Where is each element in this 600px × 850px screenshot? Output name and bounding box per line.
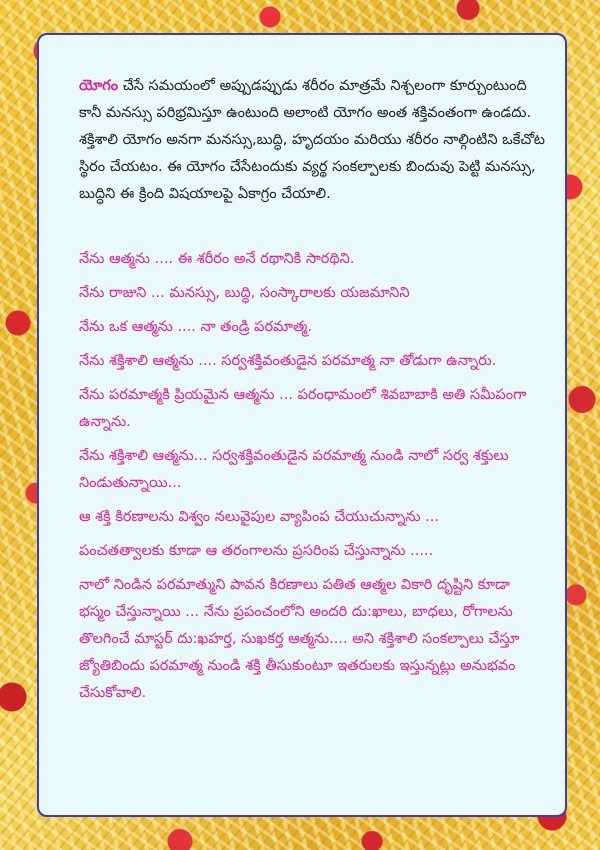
intro-text: చేసే సమయంలో అప్పుడప్పుడు శరీరం మాత్రమే నిశ్చలంగా కూర్చుంటుంది కానీ మనస్సు పరిభ్రమిస్తూ ఉంటుంది అలాంటి యోగం అంత శక్తివంతంగా ఉండదు. శక్తిశాలి యోగం అనగా మనస్సు,బుద్ధి, హృదయం మరియు శరీరం నాల్గింటిని ఒకేచోట స్థిరం చేయటం. ఈ యోగం చేసేటందుకు వ్యర్థ సంకల్పాలకు బిందువు పెట్టి మనస్సు, బుద్ధిని ఈ క్రింది విషయాలపై ఏకాగ్రం చేయాలి. bbox=[79, 78, 545, 202]
content-card bbox=[37, 33, 567, 817]
affirmation-item: పంచతత్వాలకు కూడా ఆ తరంగాలను ప్రసరింప చేస్తున్నాను ..... bbox=[79, 543, 434, 559]
affirmation-item: నేను రాజుని ... మనస్సు, బుద్ధి, సంస్కారాలకు యజమానిని bbox=[79, 285, 410, 301]
affirmation-item: నేను శక్తిశాలి ఆత్మను... సర్వశక్తివంతుడైన పరమాత్మ నుండి నాలో సర్వ శక్తులు నిండుతున్నాయి... bbox=[79, 448, 509, 491]
affirmation-item: నేను పరమాత్మకి ప్రియమైన ఆత్మను ... పరంధామంలో శివబాబాకి అతి సమీపంగా ఉన్నాను. bbox=[79, 387, 527, 430]
affirmation-item: నేను ఒక ఆత్మను .... నా తండ్రి పరమాత్మ. bbox=[79, 319, 312, 335]
affirmation-item: ఆ శక్తి కిరణాలను విశ్వం నలువైపుల వ్యాపింప చేయుచున్నాను ... bbox=[79, 509, 439, 525]
intro-paragraph bbox=[79, 73, 545, 208]
affirmation-list bbox=[79, 246, 545, 707]
affirmation-item: నాలో నిండిన పరమాత్ముని పావన కిరణాలు పతిత ఆత్మల వికారి దృష్టిని కూడా భస్మం చేస్తున్నాయి ... నేను ప్రపంచంలోని అందరి దు:ఖాలు, బాధలు, రోగాలను తొలగించే మాస్టర్ దు:ఖహర్త, సుఖకర్త ఆత్మను.... అని శక్తిశాలి సంకల్పాలు చేస్తూ జ్యోతిబిందు పరమాత్మ నుండి శక్తి తీసుకుంటూ ఇతరులకు ఇస్తున్నట్లు అనుభవం చేసుకోవాలి. bbox=[79, 577, 520, 701]
intro-lead-word: యోగం bbox=[79, 78, 119, 94]
affirmation-item: నేను ఆత్మను .... ఈ శరీరం అనే రథానికి సారథిని. bbox=[79, 251, 355, 267]
affirmation-item: నేను శక్తిశాలి ఆత్మను .... సర్వశక్తివంతుడైన పరమాత్మ నా తోడుగా ఉన్నారు. bbox=[79, 353, 497, 369]
